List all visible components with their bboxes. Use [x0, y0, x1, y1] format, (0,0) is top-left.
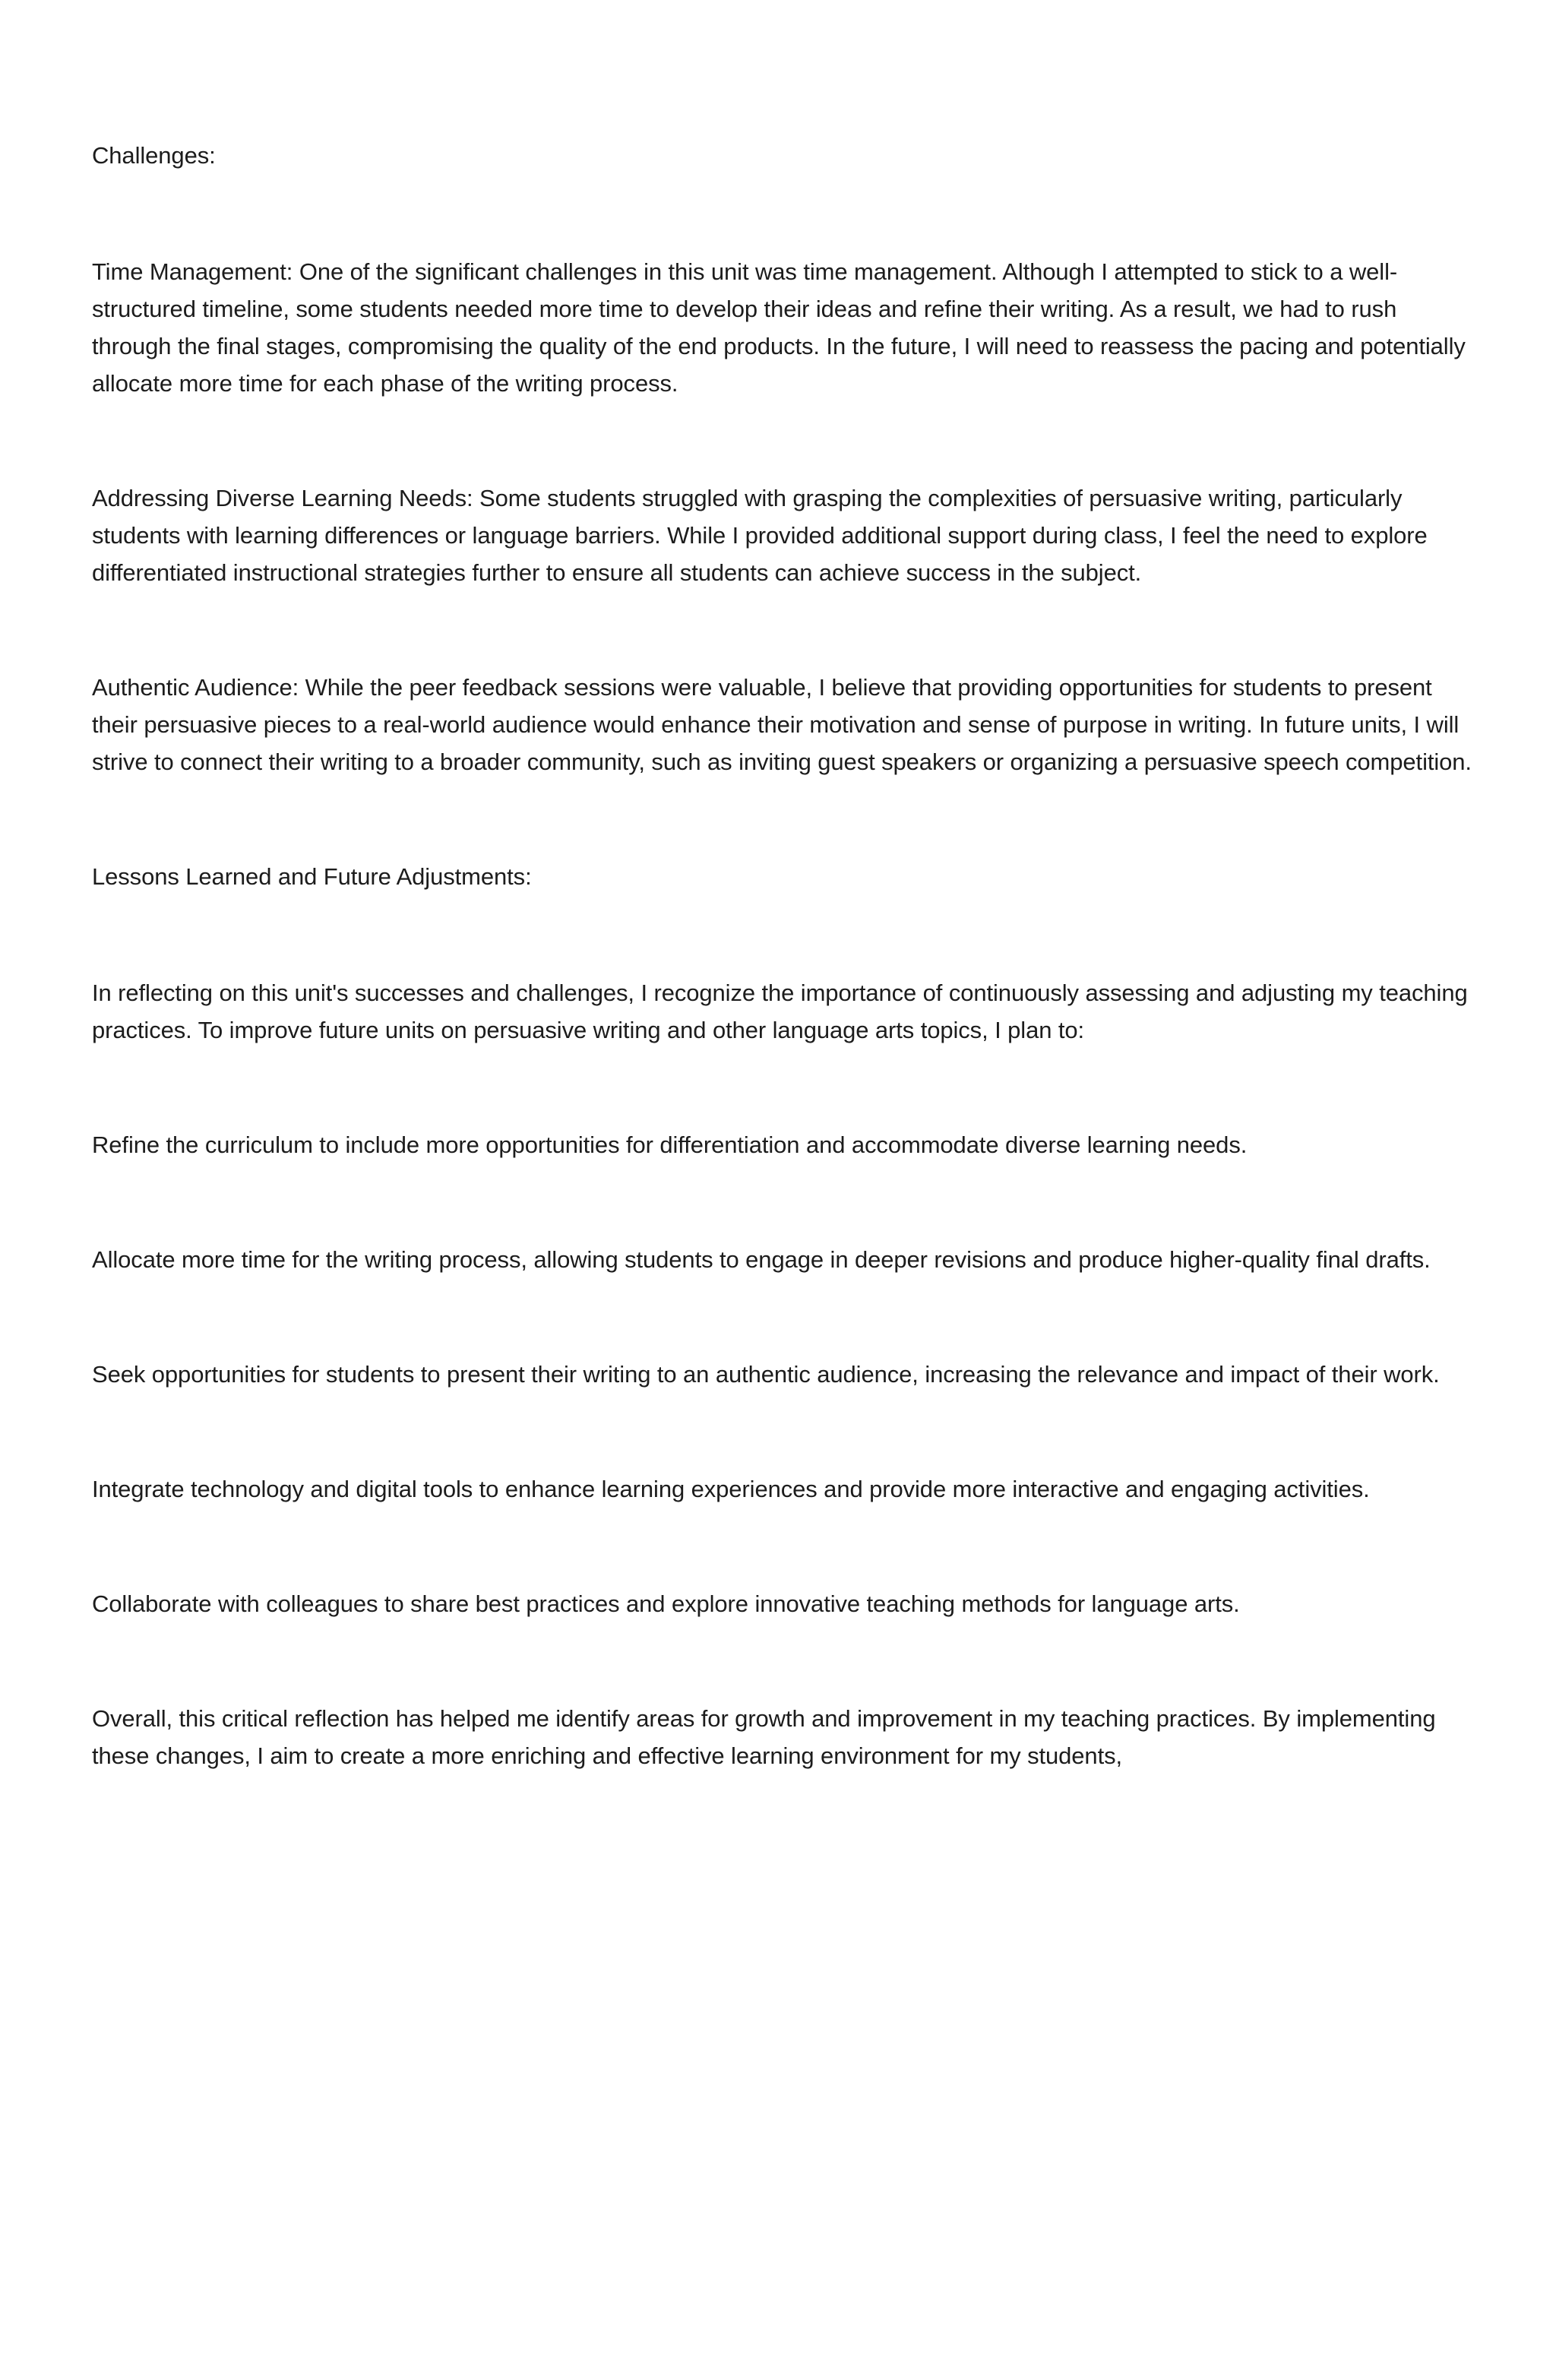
heading-lessons-learned: Lessons Learned and Future Adjustments: — [92, 863, 532, 890]
paragraph-diverse-learning-needs: Addressing Diverse Learning Needs: Some students struggled with grasping the complexities of persuasive writing, particularly students with learning differences or language barriers. While I provided additional support during class, I feel the need to explore differentiated instructional strategies further to ensure all students can achieve success in the subject. — [92, 485, 1428, 586]
plan-item-authentic-audience: Seek opportunities for students to present their writing to an authentic audience, increasing the relevance and impact of their work. — [92, 1361, 1440, 1388]
plan-item-integrate-technology: Integrate technology and digital tools to enhance learning experiences and provide more interactive and engaging activities. — [92, 1476, 1370, 1502]
paragraph-reflection-intro: In reflecting on this unit's successes and challenges, I recognize the importance of continuously assessing and adjusting my teaching practices. To improve future units on persuasive writing and other language arts topics, I plan to: — [92, 980, 1468, 1043]
paragraph-time-management: Time Management: One of the significant challenges in this unit was time management. Although I attempted to stick to a well-structured timeline, some students needed more time to develop their ideas and refine their writing. As a result, we had to rush through the final stages, compromising the quality of the end products. In the future, I will need to reassess the pacing and potentially allocate more time for each phase of the writing process. — [92, 258, 1466, 397]
plan-item-refine-curriculum: Refine the curriculum to include more opportunities for differentiation and accommodate diverse learning needs. — [92, 1131, 1248, 1158]
plan-item-allocate-time: Allocate more time for the writing process, allowing students to engage in deeper revisions and produce higher-quality final drafts. — [92, 1246, 1431, 1273]
heading-challenges: Challenges: — [92, 142, 216, 169]
paragraph-authentic-audience: Authentic Audience: While the peer feedback sessions were valuable, I believe that providing opportunities for students to present their persuasive pieces to a real-world audience would enhance their motivation and sense of purpose in writing. In future units, I will strive to connect their writing to a broader community, such as inviting guest speakers or organizing a persuasive speech competition. — [92, 674, 1472, 775]
paragraph-overall-conclusion: Overall, this critical reflection has helped me identify areas for growth and improvement in my teaching practices. By implementing these changes, I aim to create a more enriching and effective learning environment for my students, — [92, 1705, 1436, 1769]
plan-item-collaborate: Collaborate with colleagues to share best practices and explore innovative teaching methods for language arts. — [92, 1590, 1240, 1617]
